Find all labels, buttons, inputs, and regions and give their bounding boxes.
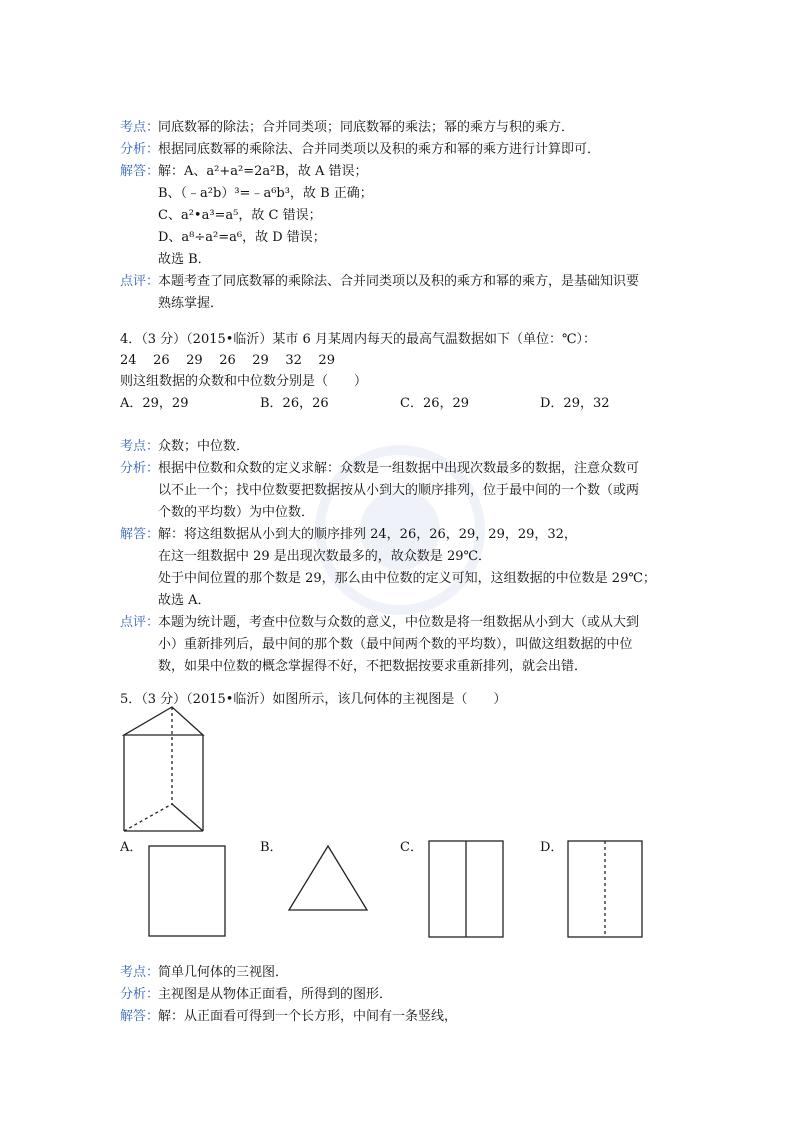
jieda-label: 解答：: [120, 527, 160, 542]
q5-option-c-rect-solid-line: [428, 840, 504, 938]
triangular-prism-figure: [120, 705, 210, 835]
q3-kaodian-text: 同底数幂的除法；合并同类项；同底数幂的乘法；幂的乘方与积的乘方．: [158, 120, 575, 135]
q3-line-a: A、a²+a²=2a²B，故 A 错误；: [184, 164, 368, 179]
q4-option-d: D．29，32: [540, 396, 610, 411]
q4-dianping-text-2: 小）重新排列后，最中间的那个数（最中间两个数的平均数），叫做这组数据的中位: [158, 637, 633, 652]
q4-kaodian-text: 众数；中位数．: [158, 439, 250, 454]
kaodian-label: 考点：: [120, 120, 160, 135]
fenxi-label: 分析：: [120, 987, 160, 1002]
fenxi-label: 分析：: [120, 142, 160, 157]
q4-dianping-text-1: 本题为统计题，考查中位数与众数的意义，中位数是将一组数据从小到大（或从大到: [158, 615, 640, 630]
q3-fenxi-row: [120, 140, 600, 160]
q3-dianping-text-1: 本题考查了同底数幂的乘除法、合并同类项以及积的乘方和幂的乘方，是基础知识要: [158, 274, 640, 289]
q3-dianping-text-2: 熟练掌握．: [158, 296, 224, 311]
q5-kaodian-row: [120, 963, 288, 983]
q4-kaodian-row: [120, 437, 249, 457]
q5-jieda-text: 解：从正面看可得到一个长方形，中间有一条竖线，: [158, 1009, 458, 1024]
q4-option-b: B．26，26: [260, 396, 329, 411]
dianping-label: 点评：: [120, 274, 160, 289]
q3-jieda-row: [120, 162, 368, 182]
jieda-label: 解答：: [120, 164, 160, 179]
q5-fenxi-text: 主视图是从物体正面看，所得到的图形．: [158, 987, 393, 1002]
q5-option-b-label: B．: [260, 840, 283, 855]
q5-option-d-label: D．: [540, 840, 564, 855]
q4-jieda-text-3: 处于中间位置的那个数是 29，那么由中位数的定义可知，这组数据的中位数是 29℃；: [158, 571, 656, 586]
q4-fenxi-row: [120, 459, 639, 479]
q4-fenxi-text-3: 个数的平均数）为中位数．: [158, 505, 315, 520]
q4-fenxi-text-2: 以不止一个；找中位数要把数据按从小到大的顺序排列，位于最中间的一个数（或两: [158, 483, 640, 498]
q4-jieda-text-2: 在这一组数据中 29 是出现次数最多的，故众数是 29℃．: [158, 549, 492, 564]
q4-dianping-text-3: 数，如果中位数的概念掌握得不好，不把数据按要求重新排列，就会出错．: [158, 659, 588, 674]
jieda-label: 解答：: [120, 1009, 160, 1024]
q5-option-c-label: C．: [400, 840, 423, 855]
q4-jieda-text-4: 故选 A．: [158, 593, 211, 608]
q4-option-c: C．26，29: [400, 396, 470, 411]
q4-jieda-row: [120, 525, 577, 545]
fenxi-label: 分析：: [120, 461, 160, 476]
q4-data-line: 24 26 29 26 29 32 29: [120, 353, 335, 368]
q5-fenxi-row: [120, 985, 392, 1005]
q5-kaodian-text: 简单几何体的三视图．: [158, 965, 289, 980]
q3-conclusion: 故选 B．: [158, 252, 211, 267]
q4-question: 则这组数据的众数和中位数分别是（ ）: [120, 374, 368, 389]
q4-dianping-row: [120, 613, 639, 633]
q4-stem: 4．（3 分）（2015•临沂）某市 6 月某周内每天的最高气温数据如下（单位：℃）：: [120, 332, 597, 347]
q3-line-b: B、（﹣a²b）³=﹣a⁶b³，故 B 正确；: [158, 186, 373, 201]
q3-jieda-prefix: 解：: [158, 164, 185, 179]
q5-option-b-triangle: [288, 845, 368, 911]
q3-dianping-row: [120, 272, 639, 292]
q3-fenxi-text: 根据同底数幂的乘除法、合并同类项以及积的乘方和幂的乘方进行计算即可．: [158, 142, 601, 157]
q5-stem: 5．（3 分）（2015•临沂）如图所示，该几何体的主视图是（ ）: [120, 692, 507, 707]
q5-option-a-label: A．: [120, 840, 143, 855]
q4-option-a: A．29，29: [120, 396, 189, 411]
q3-line-d: D、a⁸÷a²=a⁶，故 D 错误；: [158, 230, 326, 245]
q5-option-d-rect-dashed-line: [567, 840, 643, 938]
q5-option-a-square: [148, 845, 226, 937]
q3-kaodian-row: [120, 118, 574, 138]
kaodian-label: 考点：: [120, 965, 160, 980]
q5-jieda-row: [120, 1007, 457, 1027]
q4-fenxi-text-1: 根据中位数和众数的定义求解：众数是一组数据中出现次数最多的数据，注意众数可: [158, 461, 640, 476]
kaodian-label: 考点：: [120, 439, 160, 454]
dianping-label: 点评：: [120, 615, 160, 630]
q3-line-c: C、a²•a³=a⁵，故 C 错误；: [158, 208, 322, 223]
q4-jieda-text-1: 解：将这组数据从小到大的顺序排列 24，26，26，29，29，29，32，: [158, 527, 577, 542]
